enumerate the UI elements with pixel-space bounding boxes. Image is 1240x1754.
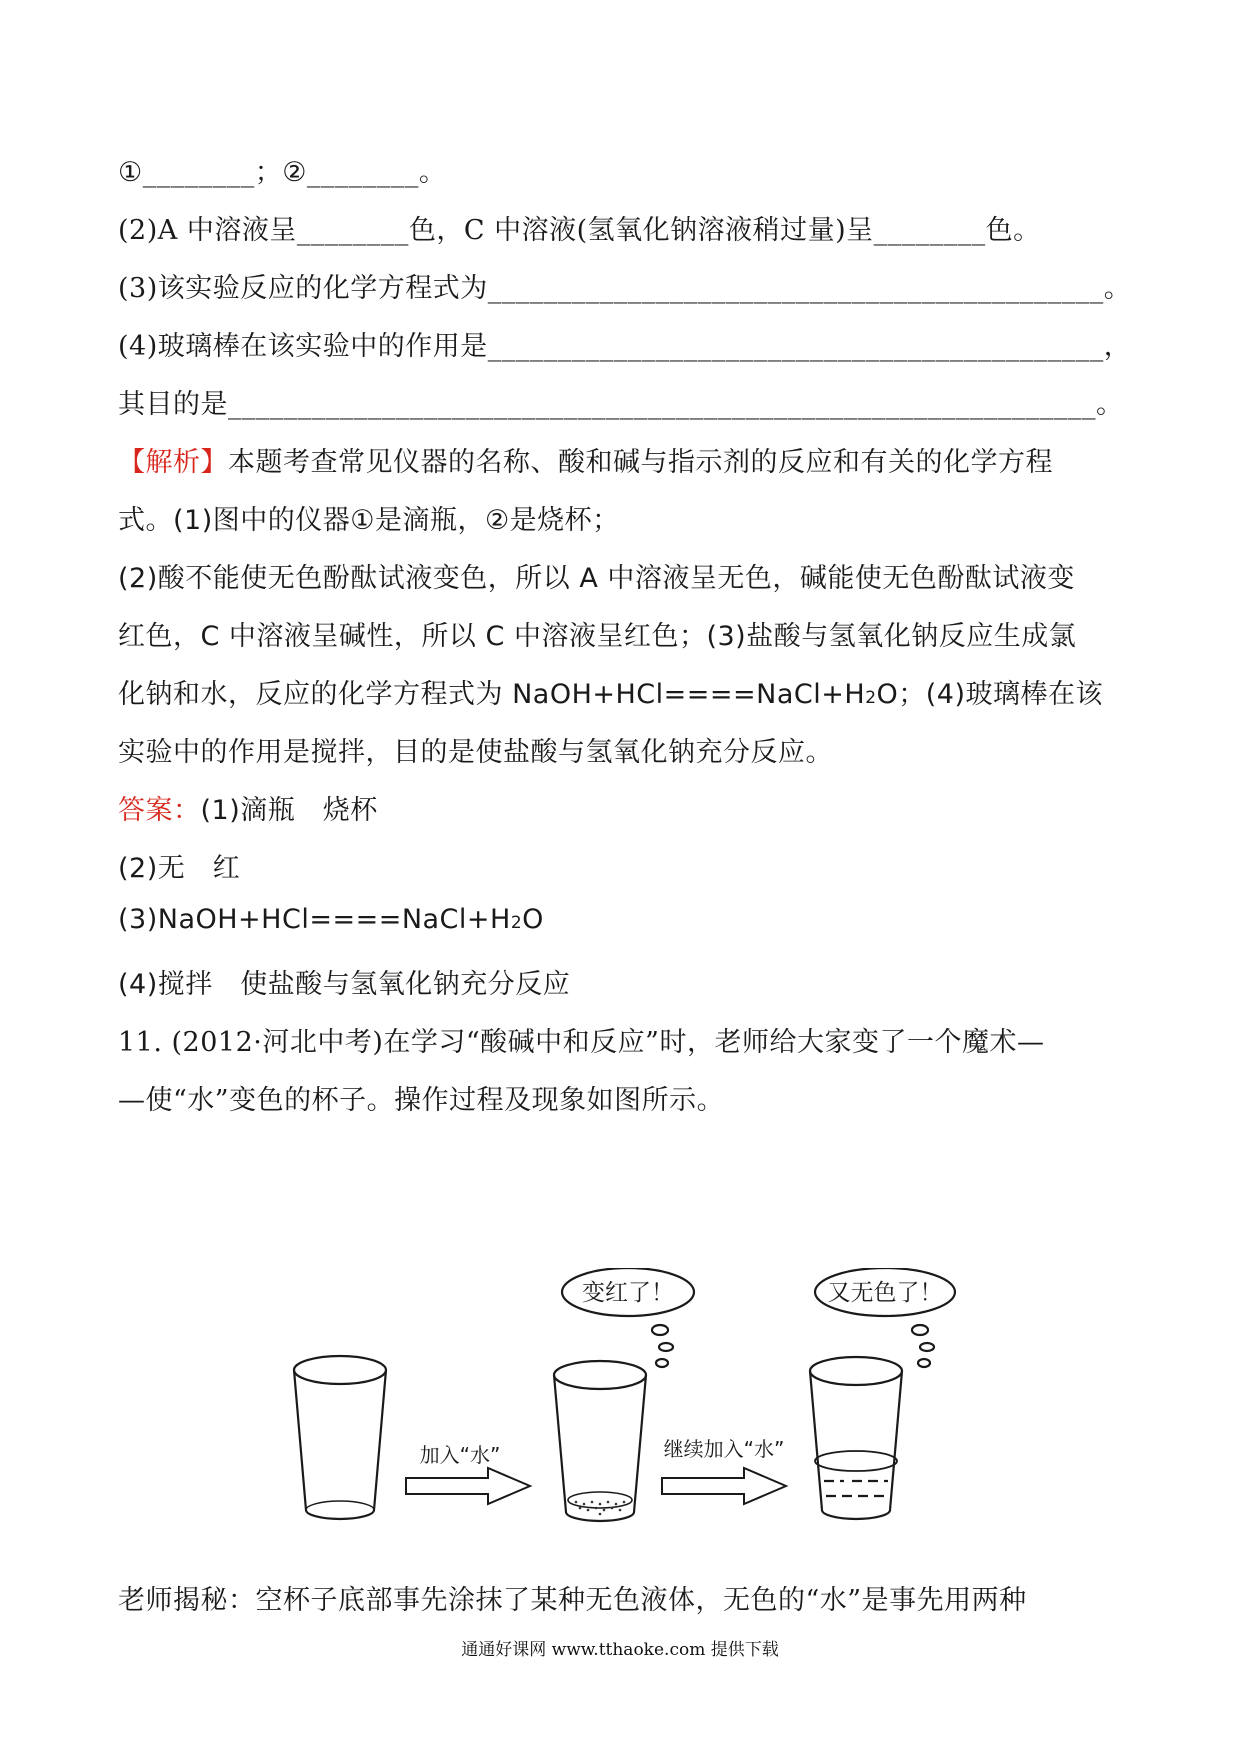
magic-cup-figure xyxy=(270,1268,990,1538)
answer-3-post: O xyxy=(522,904,544,935)
question-11-line-1: 11. (2012·河北中考)在学习“酸碱中和反应”时，老师给大家变了一个魔术— xyxy=(118,1027,1045,1058)
answer-4: (4)搅拌 使盐酸与氢氧化钠充分反应 xyxy=(118,969,571,1000)
empty-cup xyxy=(294,1356,386,1519)
analysis-equation-post: O；(4)玻璃棒在该 xyxy=(876,679,1104,710)
question-part-3: (3)该实验反应的化学方程式为____________________________________________。 xyxy=(118,273,1132,304)
analysis-line-6: 实验中的作用是搅拌，目的是使盐酸与氢氧化钠充分反应。 xyxy=(118,737,833,768)
answer-3-subscript: 2 xyxy=(510,913,523,933)
bubble-1-text: 变红了！ xyxy=(582,1280,674,1306)
answer-tag: 答案： xyxy=(118,795,201,826)
answer-1: (1)滴瓶 烧杯 xyxy=(200,795,378,826)
analysis-tag: 【解析】 xyxy=(118,447,228,478)
answer-3-pre: (3)NaOH+HCl====NaCl+H xyxy=(118,904,511,935)
arrow-2 xyxy=(662,1468,786,1504)
question-11-line-2: —使“水”变色的杯子。操作过程及现象如图所示。 xyxy=(118,1085,725,1116)
analysis-equation-subscript: 2 xyxy=(865,688,877,708)
answer-line-1 xyxy=(118,788,378,827)
question-part-4-cont: 其目的是______________________________________________________________。 xyxy=(118,389,1124,420)
analysis-line-1 xyxy=(118,440,1053,479)
analysis-line-2: 式。(1)图中的仪器①是滴瓶，②是烧杯； xyxy=(118,505,620,536)
analysis-line-3: (2)酸不能使无色酚酞试液变色，所以 A 中溶液呈无色，碱能使无色酚酞试液变 xyxy=(118,563,1075,594)
colorless-cup xyxy=(810,1357,902,1519)
arrow-1 xyxy=(406,1468,530,1504)
analysis-line-5 xyxy=(118,672,1103,711)
analysis-text-1: 本题考查常见仪器的名称、酸和碱与指示剂的反应和有关的化学方程 xyxy=(228,447,1053,478)
arrow-1-label: 加入“水” xyxy=(419,1443,501,1467)
analysis-equation-pre: 化钠和水，反应的化学方程式为 NaOH+HCl====NaCl+H xyxy=(118,679,866,710)
bubble-2-text: 又无色了！ xyxy=(827,1280,943,1306)
analysis-line-4: 红色，C 中溶液呈碱性，所以 C 中溶液呈红色；(3)盐酸与氢氧化钠反应生成氯 xyxy=(118,621,1077,652)
arrow-2-label: 继续加入“水” xyxy=(663,1437,785,1461)
question-part-2: (2)A 中溶液呈________色，C 中溶液(氢氧化钠溶液稍过量)呈________色。 xyxy=(118,215,1041,246)
page-footer: 通通好课网 www.tthaoke.com 提供下载 xyxy=(461,1640,779,1660)
question-blanks-1: ①________；②________。 xyxy=(118,157,447,188)
question-part-4: (4)玻璃棒在该实验中的作用是____________________________________________， xyxy=(118,331,1132,362)
answer-3 xyxy=(118,904,544,935)
reveal-line-1: 老师揭秘：空杯子底部事先涂抹了某种无色液体，无色的“水”是事先用两种 xyxy=(118,1585,1027,1616)
red-cup xyxy=(554,1361,646,1521)
answer-2: (2)无 红 xyxy=(118,853,241,884)
